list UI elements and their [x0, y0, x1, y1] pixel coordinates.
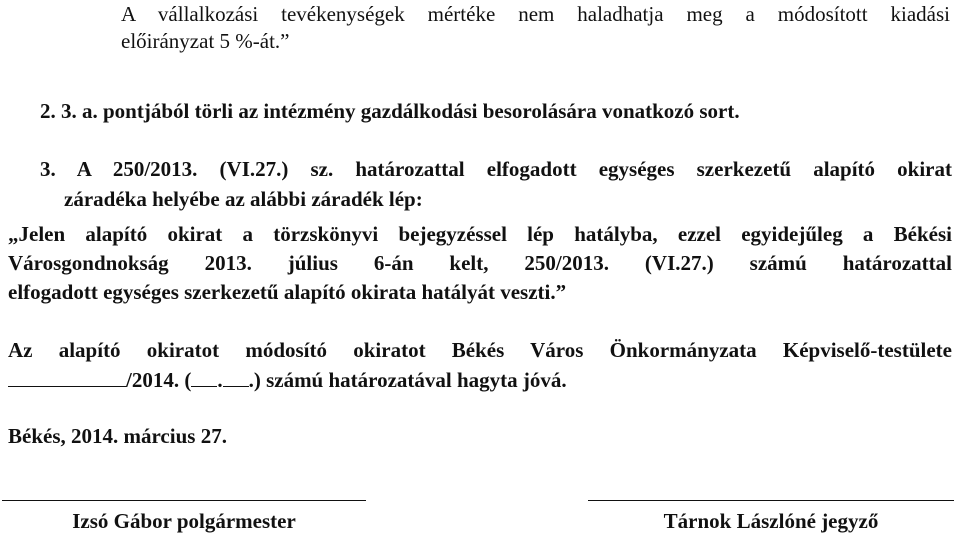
- text-line: záradéka helyébe az alábbi záradék lép:: [64, 187, 423, 211]
- text-line: 3. A 250/2013. (VI.27.) sz. határozattal elfogadott egységes szerkezetű alapító okirat: [40, 157, 952, 181]
- text-line: A vállalkozási tevékenységek mértéke nem haladhatja meg a módosított kiadási: [121, 2, 950, 26]
- text-line: Városgondnokság 2013. július 6-án kelt, 250/2013. (VI.27.) számú határozattal: [8, 251, 952, 275]
- text-line: Az alapító okiratot módosító okiratot Békés Város Önkormányzata Képviselő-testülete: [8, 338, 952, 362]
- item-2: 2. 3. a. pontjából törli az intézmény gazdálkodási besorolására vonatkozó sort.: [40, 99, 740, 123]
- text-line: „Jelen alapító okirat a törzskönyvi bejegyzéssel lép hatályba, ezzel egyidejűleg a Békési: [8, 222, 952, 246]
- signature-line-left: [2, 500, 366, 501]
- blank-field: [223, 368, 249, 387]
- text-line: elfogadott egységes szerkezetű alapító okirata hatályát veszti.”: [8, 280, 567, 304]
- blank-field: [191, 368, 217, 387]
- signature-left: Izsó Gábor polgármester: [72, 509, 296, 533]
- text-line: /2014. ( . .) számú határozatával hagyta jóvá.: [8, 368, 567, 392]
- date-place: Békés, 2014. március 27.: [8, 424, 227, 448]
- blank-field: [8, 368, 126, 387]
- signature-right: Tárnok Lászlóné jegyző: [663, 509, 879, 533]
- text-line: előirányzat 5 %-át.”: [121, 29, 290, 53]
- signature-line-right: [588, 500, 954, 501]
